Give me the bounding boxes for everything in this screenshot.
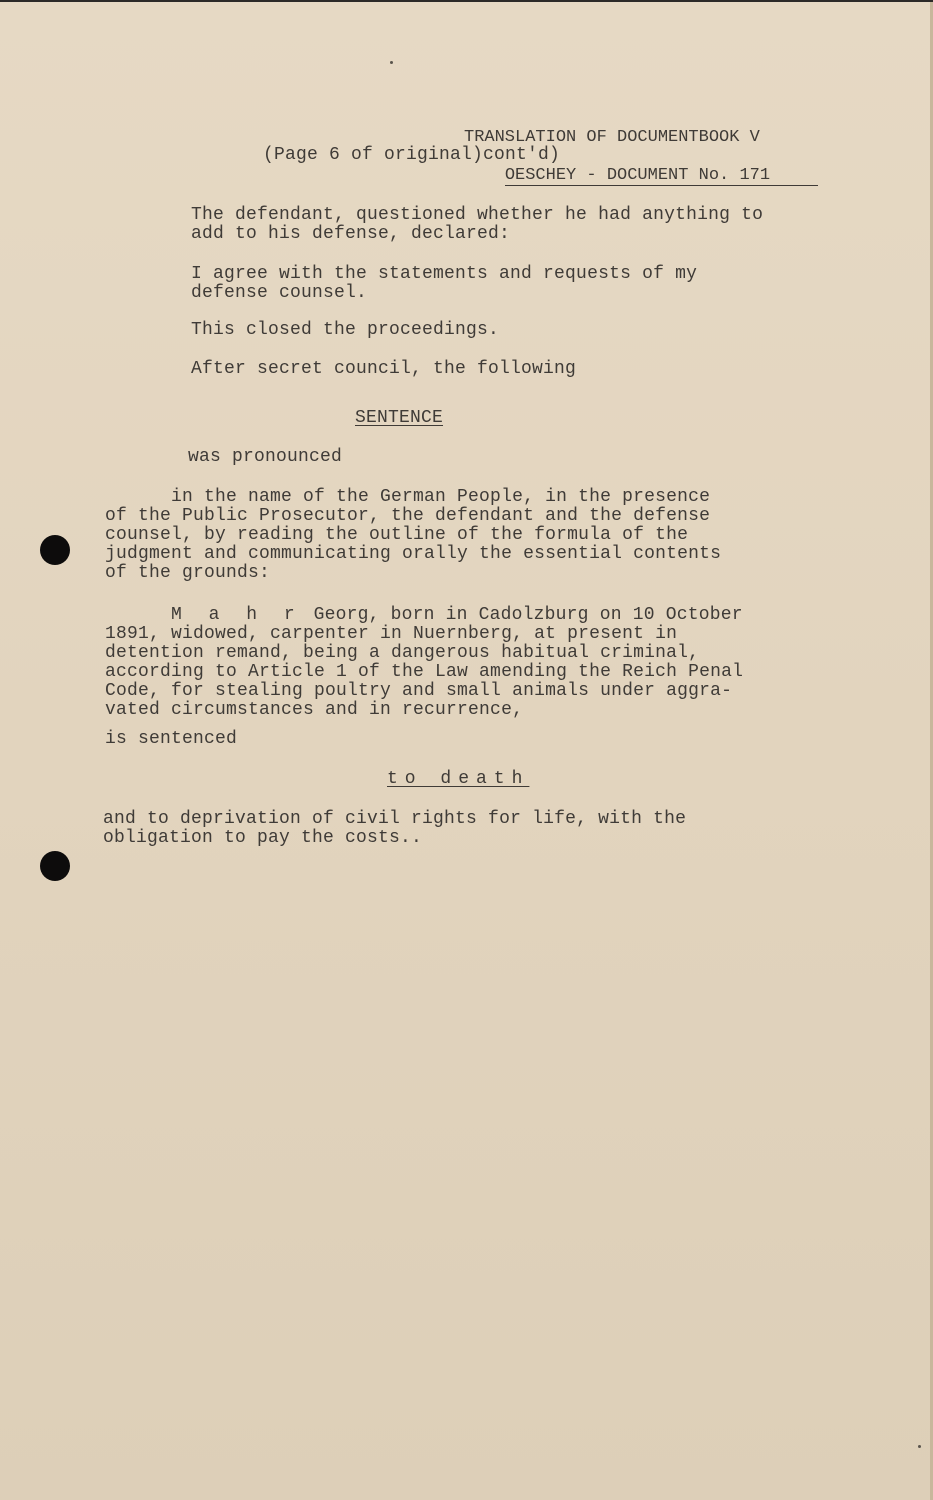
defendant-birth-info: Georg, born in Cadolzburg on 10 October [302,605,743,625]
paragraph-secret-council: After secret council, the following [191,359,577,379]
paragraph-defendant-questioned: The defendant, questioned whether he had anything to add to his defense, declared: [191,205,764,244]
defendant-details-rest: 1891, widowed, carpenter in Nuernberg, at present in detention remand, being a dangerous habitual criminal, according to Article 1 of the Law amending the Reich Penal Code, for stealing poultry and small animals under aggra- vated circumstances and in recurrence, [105,624,744,720]
header-document-number: OESCHEY - DOCUMENT No. 171 [505,166,818,186]
paragraph-name-of-people: in the name of the German People, in the presence of the Public Prosecutor, the defendant and the defense counsel, by reading the outline of the formula of the judgment and communicating orally the essential contents of the grounds: [105,487,722,583]
sentence-to-death: to death [387,769,530,789]
punch-hole-bottom [40,851,70,881]
page-continuation-note: (Page 6 of original)cont'd) [263,145,561,165]
was-pronounced: was pronounced [188,447,343,467]
sentence-heading: SENTENCE [355,408,444,428]
paragraph-deprivation-costs: and to deprivation of civil rights for life, with the obligation to pay the costs.. [103,809,687,848]
ink-speck [918,1445,921,1448]
paragraph-agree-statement: I agree with the statements and requests of my defense counsel. [191,264,698,303]
punch-hole-top [40,535,70,565]
defendant-name-spaced: M a h r [171,605,303,625]
is-sentenced: is sentenced [105,729,238,749]
header-title: TRANSLATION OF DOCUMENTBOOK V [464,128,760,147]
ink-speck [390,61,393,64]
paragraph-proceedings-closed: This closed the proceedings. [191,320,500,340]
paragraph-defendant-details [105,606,743,720]
